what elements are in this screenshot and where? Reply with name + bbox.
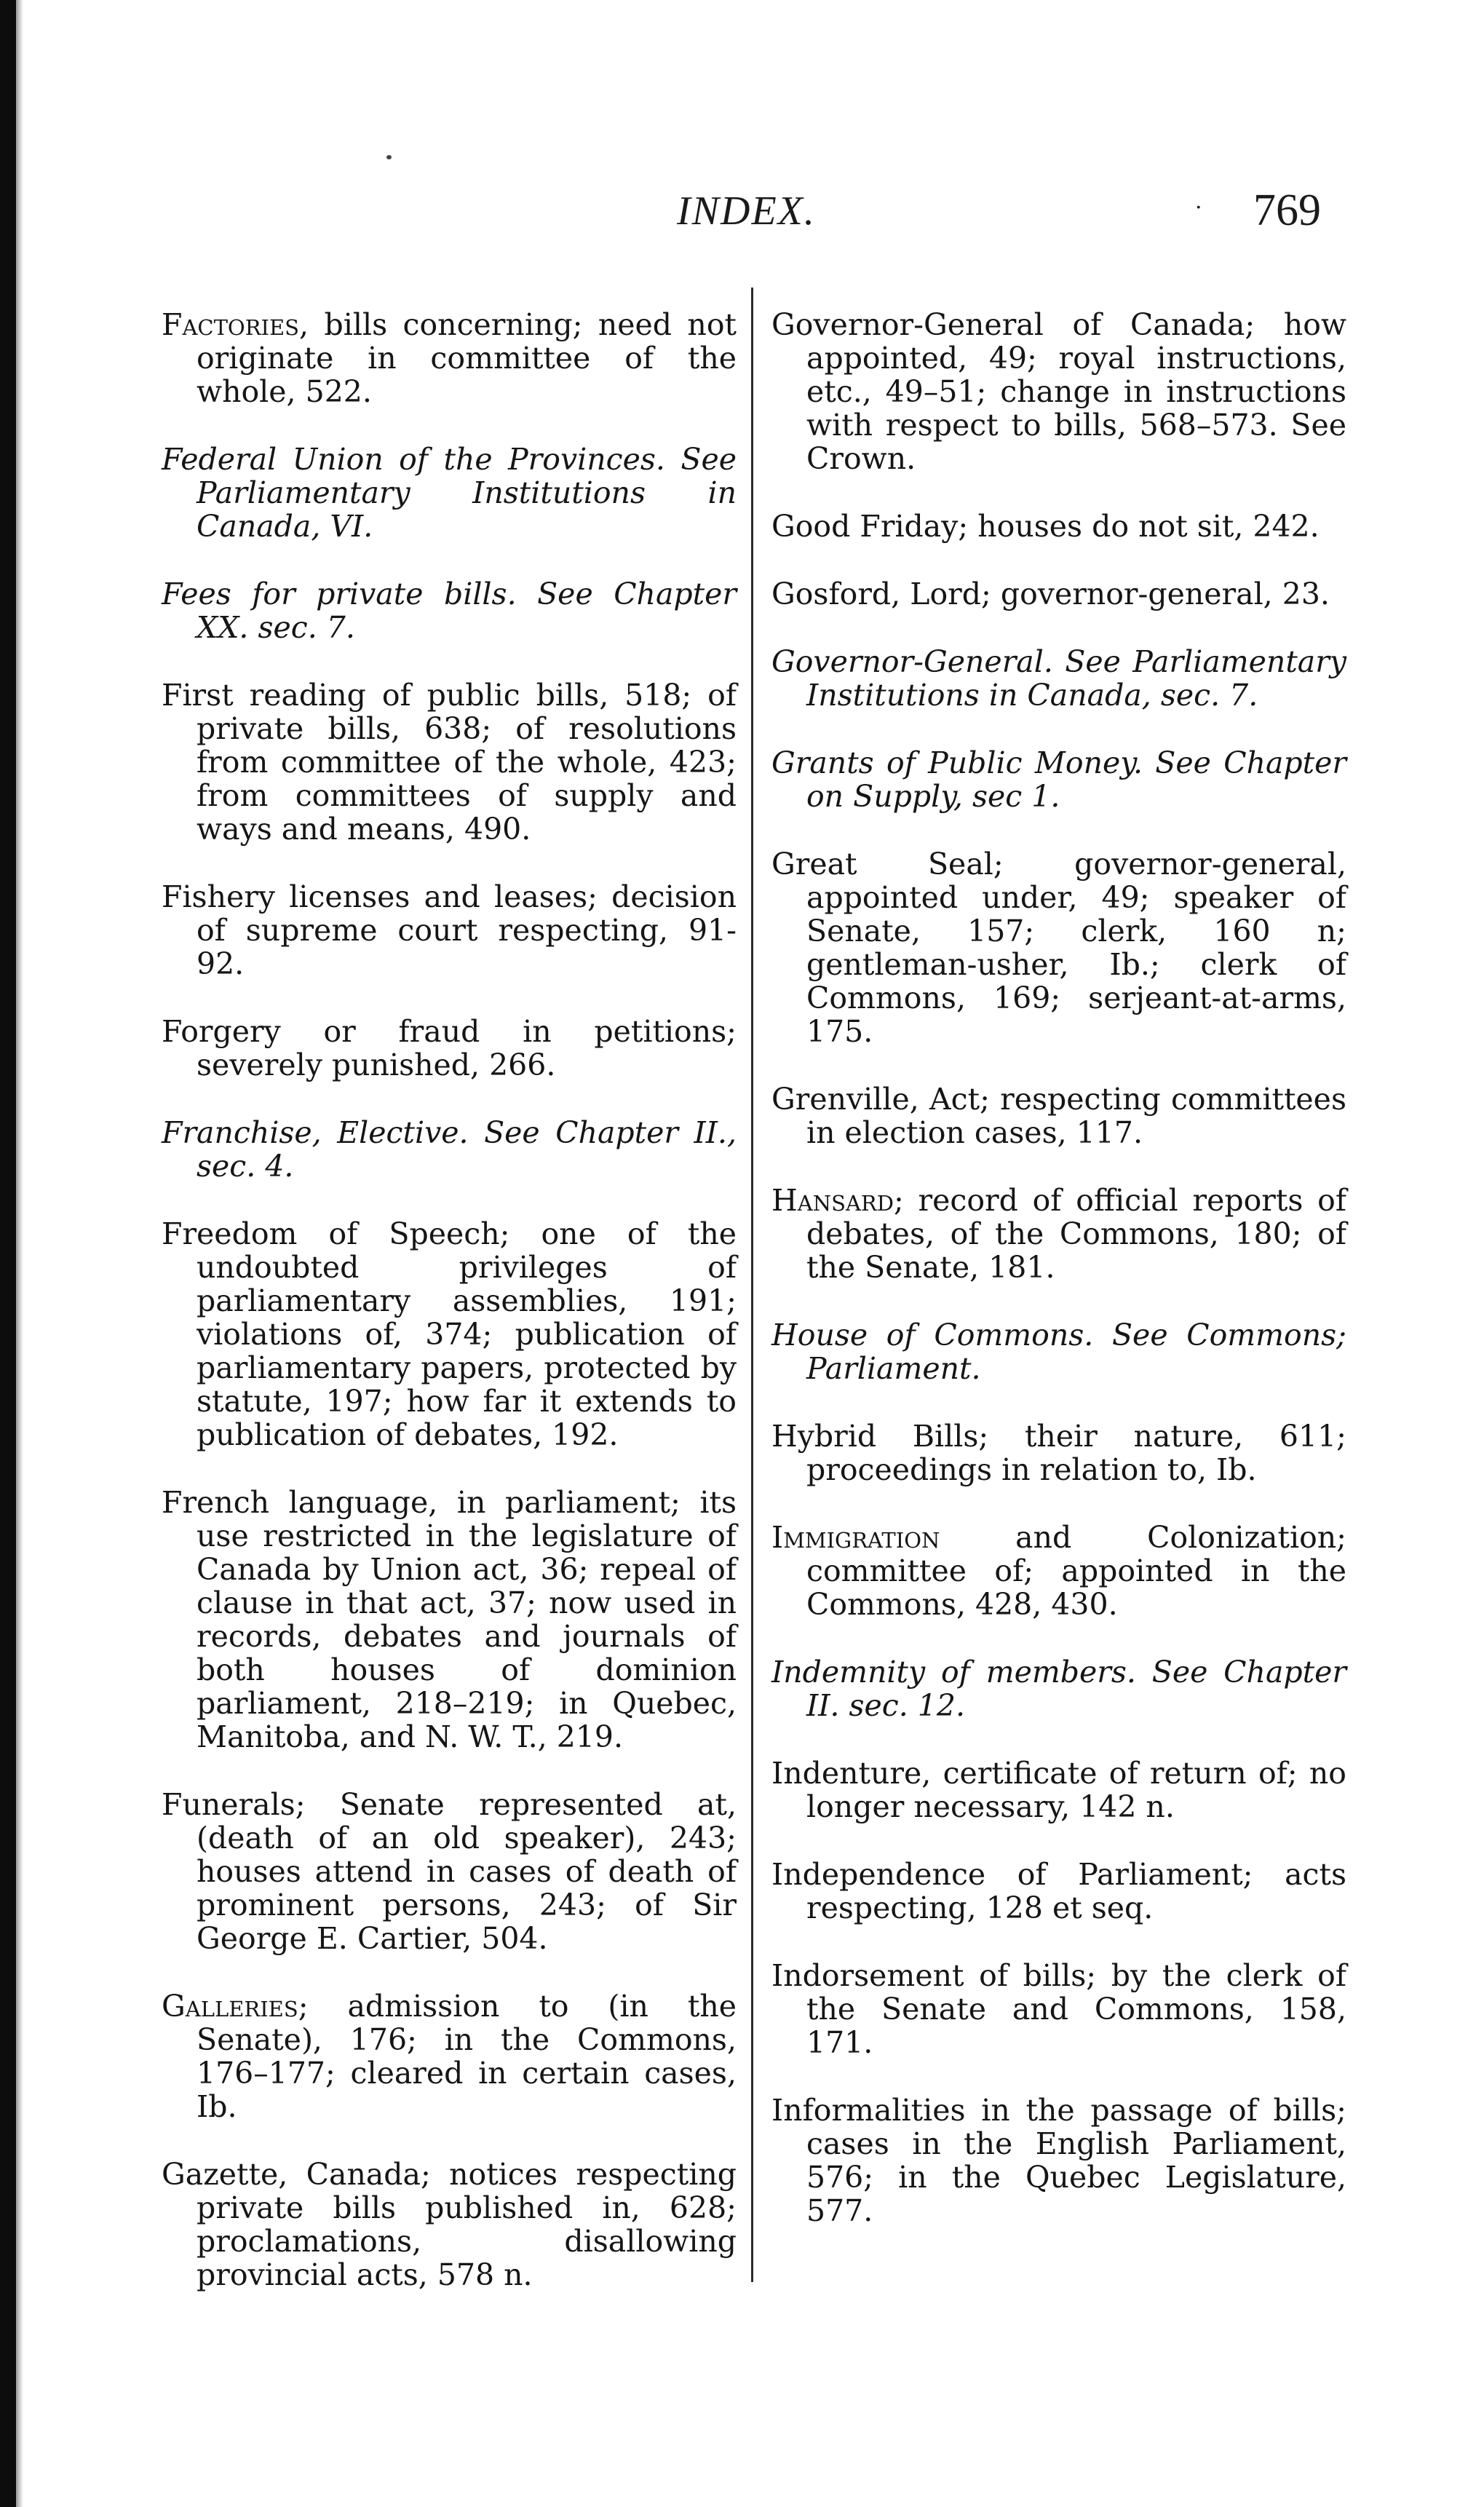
- index-entry: [162, 1989, 737, 2123]
- index-entry-head: Hansard;: [771, 1183, 904, 1218]
- index-entry-text: Forgery or fraud in petitions; severely punished, 266.: [162, 1014, 737, 1082]
- index-entry-text: Grants of Public Money. See Chapter on Supply, sec 1.: [771, 745, 1346, 814]
- index-entry-text: admission to (in the Senate), 176; in the Commons, 176–177; cleared in certain cases, Ib.: [197, 1989, 737, 2124]
- index-entry: [771, 510, 1346, 543]
- index-entry-text: Hybrid Bills; their nature, 611; proceedings in relation to, Ib.: [771, 1419, 1346, 1487]
- index-entry-text: House of Commons. See Commons; Parliament.: [771, 1318, 1346, 1386]
- index-entry-text: Indorsement of bills; by the clerk of the Senate and Commons, 158, 171.: [771, 1958, 1346, 2060]
- index-entry-text: Fees for private bills. See Chapter XX. sec. 7.: [162, 577, 737, 645]
- index-entry-text: Good Friday; houses do not sit, 242.: [771, 509, 1320, 544]
- index-entry: [771, 746, 1346, 813]
- index-entry: [771, 1419, 1346, 1486]
- index-entry: [771, 1318, 1346, 1385]
- index-entry-text: Great Seal; governor-general, appointed under, 49; speaker of Senate, 157; clerk, 160 n; gentleman-usher, Ib.; clerk of Commons, 169; serjeant-at-arms, 175.: [771, 847, 1346, 1049]
- header-separator: ·: [1195, 195, 1202, 221]
- index-entry-head: Immigration: [771, 1520, 940, 1555]
- index-entry-text: French language, in parliament; its use restricted in the legislature of Canada by Union act, 36; repeal of clause in that act, 37; now used in records, debates and journals of both houses of dominion parliament, 218–219; in Quebec, Manitoba, and N. W. T., 219.: [162, 1485, 737, 1754]
- column-divider: [751, 288, 753, 2282]
- book-spine-shadow: [0, 0, 16, 2507]
- running-head: [0, 188, 1484, 246]
- index-entry: [771, 1757, 1346, 1823]
- index-entry: [771, 1959, 1346, 2059]
- index-entry: [162, 1015, 737, 1082]
- index-entry: [162, 2158, 737, 2292]
- index-entry: [771, 308, 1346, 475]
- index-entry-text: Indenture, certificate of return of; no longer necessary, 142 n.: [771, 1756, 1346, 1824]
- index-entry-text: bills concerning; need not originate in committee of the whole, 522.: [197, 307, 737, 409]
- index-entry-text: record of official reports of debates, of the Commons, 180; of the Senate, 181.: [806, 1183, 1346, 1285]
- index-entry: [771, 2094, 1346, 2227]
- index-entry-text: Funerals; Senate represented at, (death of an old speaker), 243; houses attend in cases of death of prominent persons, 243; of Sir George E. Cartier, 504.: [162, 1787, 737, 1956]
- index-entry-text: Federal Union of the Provinces. See Parliamentary Institutions in Canada, VI.: [162, 442, 737, 544]
- index-entry: [771, 1082, 1346, 1149]
- index-column-left: [162, 278, 737, 2326]
- index-entry-text: Fishery licenses and leases; decision of supreme court respecting, 91-92.: [162, 879, 737, 981]
- gutter-shadow: [16, 0, 23, 2507]
- print-speck: [386, 155, 392, 159]
- index-entry-text: and Colonization; committee of; appointed in the Commons, 428, 430.: [806, 1520, 1346, 1622]
- index-entry-text: Indemnity of members. See Chapter II. sec. 12.: [771, 1655, 1346, 1723]
- index-entry: [771, 1655, 1346, 1722]
- index-entry: [162, 678, 737, 846]
- index-entry: [771, 1184, 1346, 1284]
- index-column-right: [771, 278, 1346, 2262]
- index-entry: [162, 1788, 737, 1955]
- index-entry-text: Governor-General. See Parliamentary Institutions in Canada, sec. 7.: [771, 644, 1346, 713]
- index-entry: [162, 1217, 737, 1451]
- index-entry-text: Gazette, Canada; notices respecting private bills published in, 628; proclamations, disallowing provincial acts, 578 n.: [162, 2157, 737, 2292]
- page-title: INDEX.: [677, 189, 816, 234]
- index-entry: [162, 443, 737, 543]
- index-entry-text: First reading of public bills, 518; of private bills, 638; of resolutions from committee of the whole, 423; from committees of supply and ways and means, 490.: [162, 678, 737, 847]
- index-entry-head: Factories,: [162, 307, 309, 342]
- index-entry: [162, 880, 737, 981]
- index-entry: [771, 847, 1346, 1048]
- index-entry-text: Freedom of Speech; one of the undoubted privileges of parliamentary assemblies, 191; violations of, 374; publication of parliamentary papers, protected by statute, 197; how far it extends to publication of debates, 192.: [162, 1216, 737, 1452]
- index-entry-text: Gosford, Lord; governor-general, 23.: [771, 577, 1330, 611]
- index-entry: [162, 308, 737, 408]
- index-entry: [771, 577, 1346, 611]
- index-entry: [771, 1858, 1346, 1925]
- index-entry: [162, 1486, 737, 1754]
- index-entry-text: Informalities in the passage of bills; cases in the English Parliament, 576; in the Quebec Legislature, 577.: [771, 2093, 1346, 2228]
- index-entry: [771, 1521, 1346, 1621]
- index-entry-text: Governor-General of Canada; how appointed, 49; royal instructions, etc., 49–51; change in instructions with respect to bills, 568–573. See Crown.: [771, 307, 1346, 476]
- index-entry-text: Grenville, Act; respecting committees in election cases, 117.: [771, 1082, 1346, 1150]
- index-entry: [162, 1116, 737, 1183]
- index-entry-text: Independence of Parliament; acts respecting, 128 et seq.: [771, 1857, 1346, 1925]
- index-entry-head: Galleries;: [162, 1989, 309, 2024]
- index-entry-text: Franchise, Elective. See Chapter II., sec. 4.: [162, 1115, 737, 1184]
- page-number: 769: [1253, 186, 1321, 235]
- index-entry: [162, 577, 737, 644]
- index-entry: [771, 645, 1346, 712]
